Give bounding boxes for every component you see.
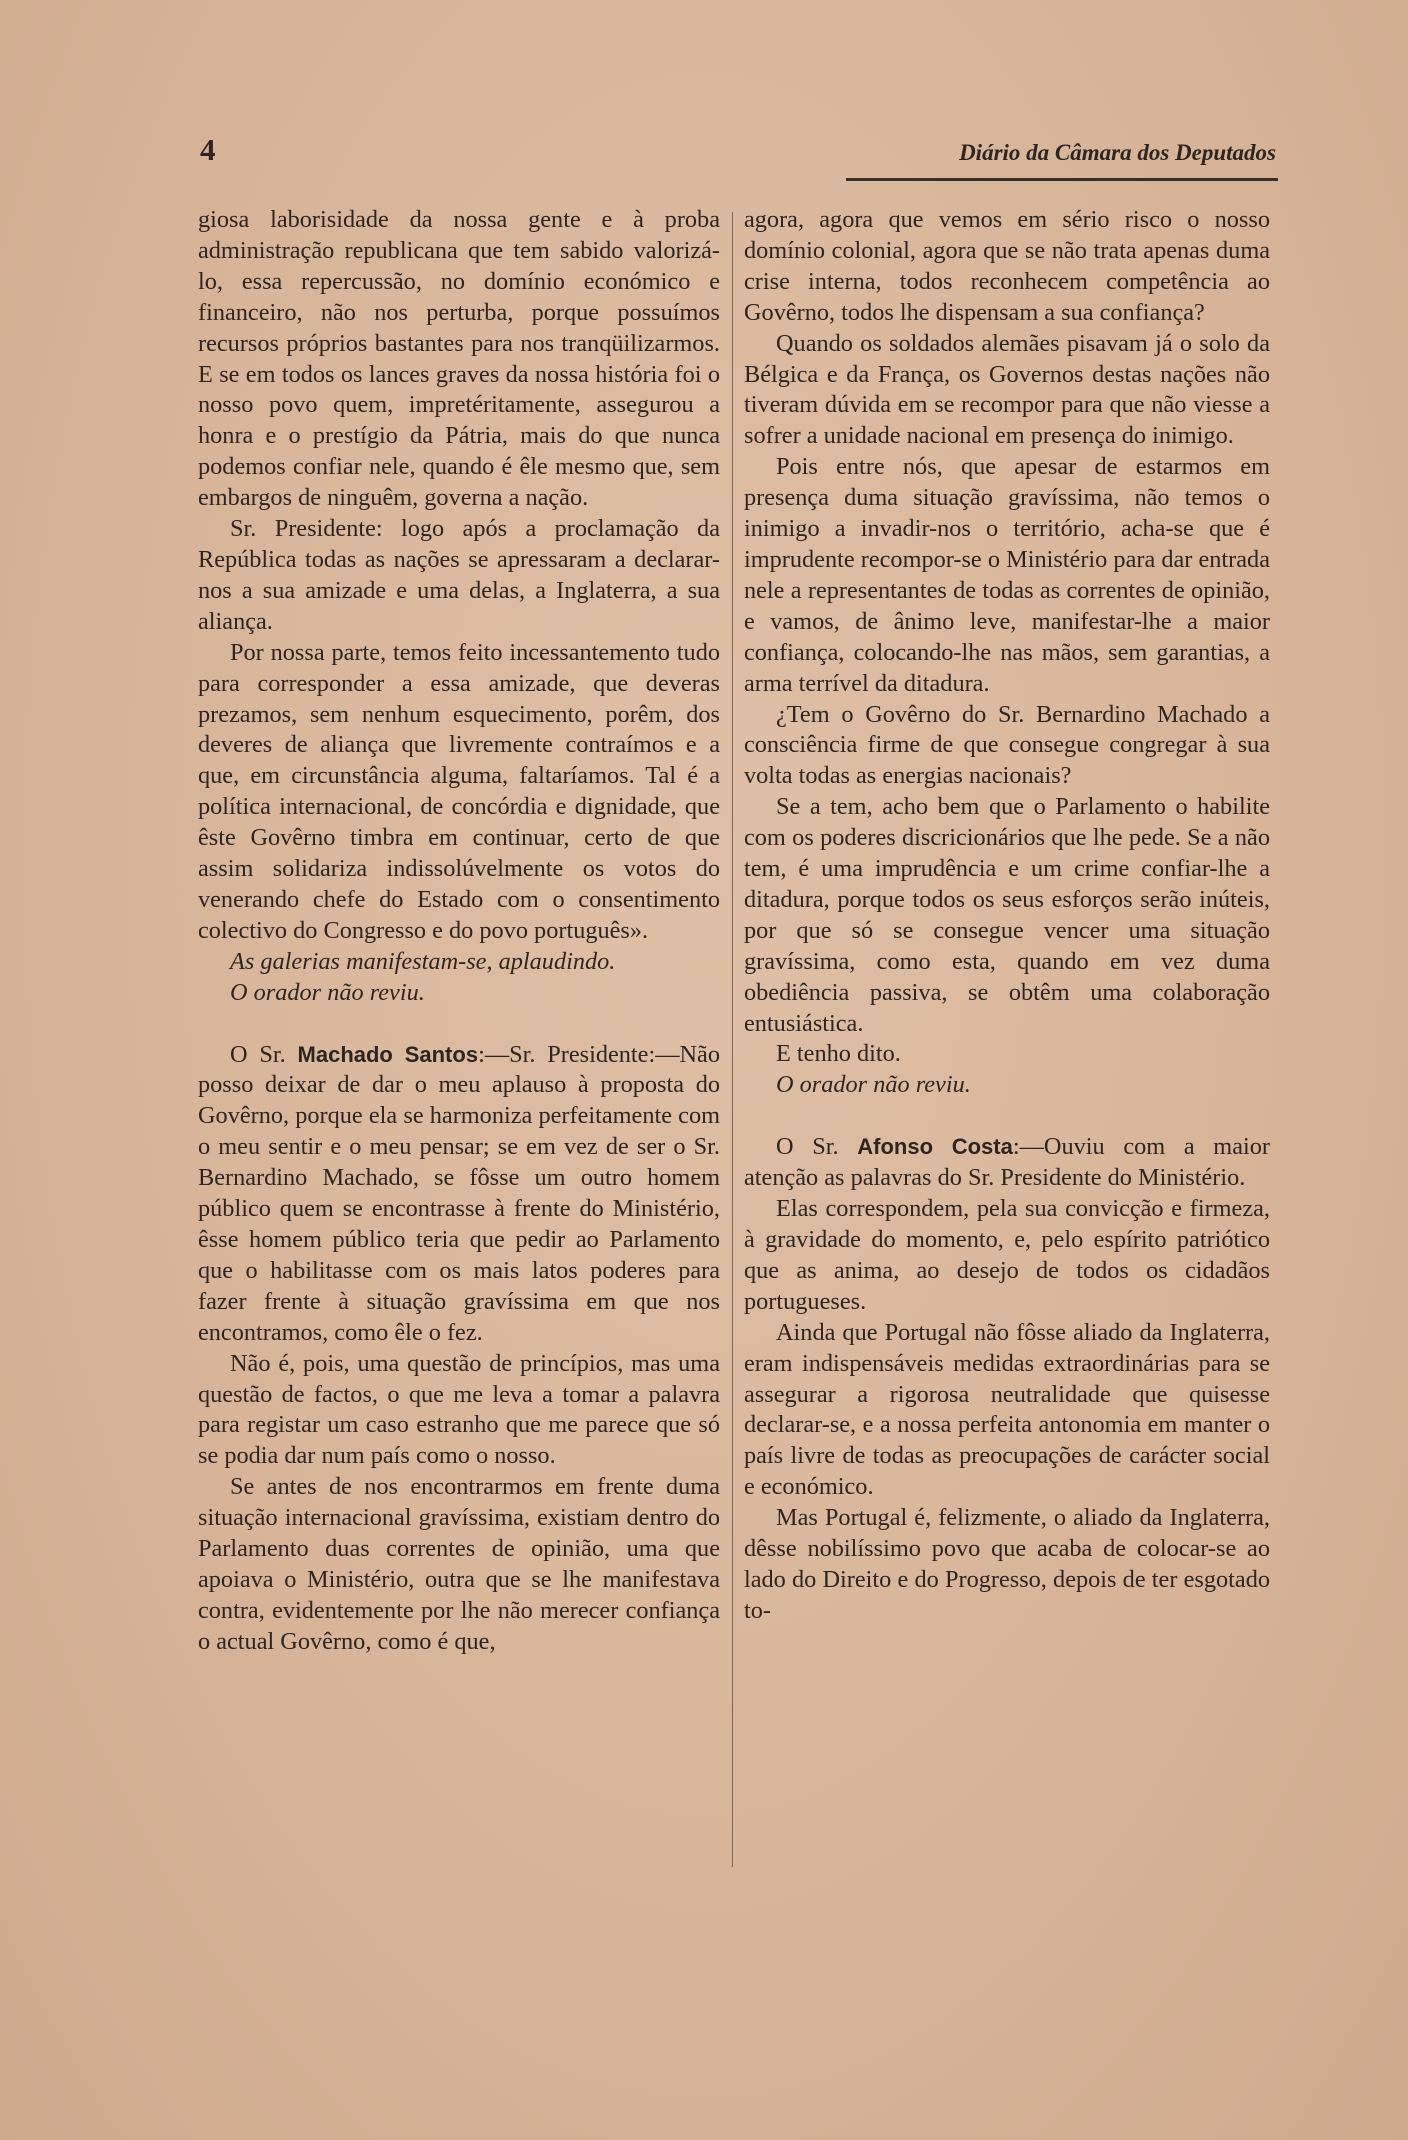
paragraph: ¿Tem o Govêrno do Sr. Bernardino Machado a consciência firme de que consegue congregar à sua volta todas as energias nacionais? bbox=[744, 700, 1270, 790]
paragraph: Mas Portugal é, felizmente, o aliado da Inglaterra, dêsse nobilíssimo povo que acaba de colocar-se ao lado do Direito e do Progresso, depois de ter esgotado to- bbox=[744, 1504, 1270, 1624]
speech-text: :—Ouviu com a maior atenção as palavras do Sr. Presidente do Ministério. bbox=[744, 1133, 1270, 1192]
editorial-note: O orador não reviu. bbox=[230, 978, 425, 1006]
paragraph: Pois entre nós, que apesar de estarmos em presença duma situação gravíssima, não temos o inimigo a invadir-nos o território, acha-se que é imprudente recompor-se o Ministério para dar entrada nele a representantes de todas as correntes de opinião, e vamos, de ânimo leve, manifestar-lhe a maior confiança, colocando-lhe nas mãos, sem garantias, a arma terrível da ditadura. bbox=[744, 453, 1270, 697]
paragraph: Se a tem, acho bem que o Parlamento o habilite com os poderes discricionários que lhe pede. Se a não tem, é uma imprudência e um crime confiar-lhe a ditadura, porque todos os seus esforços serão inúteis, por que só se consegue vencer uma situação gravíssima, como esta, quando em vez duma obediência passiva, se obtêm uma colaboração entusiástica. bbox=[744, 793, 1270, 1037]
paragraph: Se antes de nos encontrarmos em frente duma situação internacional gravíssima, existiam dentro do Parlamento duas correntes de opinião, uma que apoiava o Ministério, outra que se lhe manifestava contra, evidentemente por lhe não merecer confiança o actual Govêrno, como é que, bbox=[198, 1473, 720, 1655]
left-column bbox=[198, 205, 720, 1658]
paragraph: Sr. Presidente: logo após a proclamação da República todas as nações se apressaram a declarar-nos a sua amizade e uma delas, a Inglaterra, a sua aliança. bbox=[198, 515, 720, 635]
editorial-note: O orador não reviu. bbox=[776, 1071, 971, 1099]
section-gap bbox=[744, 1101, 1270, 1132]
speech-prefix: O Sr. bbox=[776, 1133, 858, 1161]
paragraph: Por nossa parte, temos feito incessantemento tudo para corresponder a essa amizade, que deveras prezamos, sem nenhum esquecimento, porêm, dos deveres de aliança que livremente contraímos e a que, em circunstância alguma, faltaríamos. Tal é a política internacional, de concórdia e dignidade, que êste Govêrno timbra em continuar, certo de que assim solidariza indissolúvelmente os votos do venerando chefe do Estado com o consentimento colectivo do Congresso e do povo português». bbox=[198, 638, 720, 944]
header-rule bbox=[846, 178, 1278, 181]
speech-prefix: O Sr. bbox=[230, 1040, 298, 1068]
paragraph: giosa laborisidade da nossa gente e à proba administração republicana que tem sabido valorizá-lo, essa repercussão, no domínio económico e financeiro, não nos perturba, porque possuímos recursos próprios bastantes para nos tranqüilizarmos. E se em todos os lances graves da nossa história foi o nosso povo quem, impretéritamente, assegurou a honra e o prestígio da Pátria, mais do que nunca podemos confiar nele, quando é êle mesmo que, sem embargos de ninguêm, governa a nação. bbox=[198, 206, 720, 512]
section-gap bbox=[198, 1009, 720, 1040]
right-column bbox=[744, 205, 1270, 1627]
stage-direction: As galerias manifestam-se, aplaudindo. bbox=[230, 947, 616, 975]
paragraph: Elas correspondem, pela sua convicção e firmeza, à gravidade do momento, e, pelo espírito patriótico que as anima, ao desejo de todos os cidadãos portugueses. bbox=[744, 1195, 1270, 1315]
page-number: 4 bbox=[200, 132, 216, 167]
paragraph: Quando os soldados alemães pisavam já o solo da Bélgica e da França, os Governos destas nações não tiveram dúvida em se recompor para que não viesse a sofrer a unidade nacional em presença do inimigo. bbox=[744, 329, 1270, 450]
paragraph: Não é, pois, uma questão de princípios, mas uma questão de factos, o que me leva a tomar a palavra para registar um caso estranho que me parece que só se podia dar num país como o nosso. bbox=[198, 1349, 720, 1470]
paragraph: Ainda que Portugal não fôsse aliado da Inglaterra, eram indispensáveis medidas extraordinárias para se assegurar a rigorosa neutralidade que quisesse declarar-se, e a nossa perfeita antonomia em manter o país livre de todas as preocupações de carácter social e económico. bbox=[744, 1318, 1270, 1501]
running-title: Diário da Câmara dos Deputados bbox=[959, 140, 1276, 165]
paragraph: agora, agora que vemos em sério risco o nosso domínio colonial, agora que se não trata apenas duma crise interna, todos reconhecem competência ao Govêrno, todos lhe dispensam a sua confiança? bbox=[744, 206, 1270, 326]
column-divider bbox=[732, 212, 733, 1867]
speech-opening bbox=[198, 1040, 720, 1349]
speech-opening bbox=[744, 1132, 1270, 1194]
speaker-name: Afonso Costa bbox=[857, 1134, 1013, 1160]
speech-text: :—Sr. Presidente:—Não posso deixar de dar o meu aplauso à proposta do Govêrno, porque ela se harmoniza perfeitamente com o meu sentir e o meu pensar; se em vez de ser o Sr. Bernardino Machado, se fôsse um outro homem público quem se encontrasse à frente do Ministério, êsse homem público teria que pedir ao Parlamento que o habilitasse com os mais latos poderes para fazer frente à situação gravíssima em que nos encontramos, como êle o fez. bbox=[198, 1040, 720, 1346]
speaker-name: Machado Santos bbox=[297, 1041, 479, 1067]
paragraph: E tenho dito. bbox=[776, 1040, 901, 1068]
